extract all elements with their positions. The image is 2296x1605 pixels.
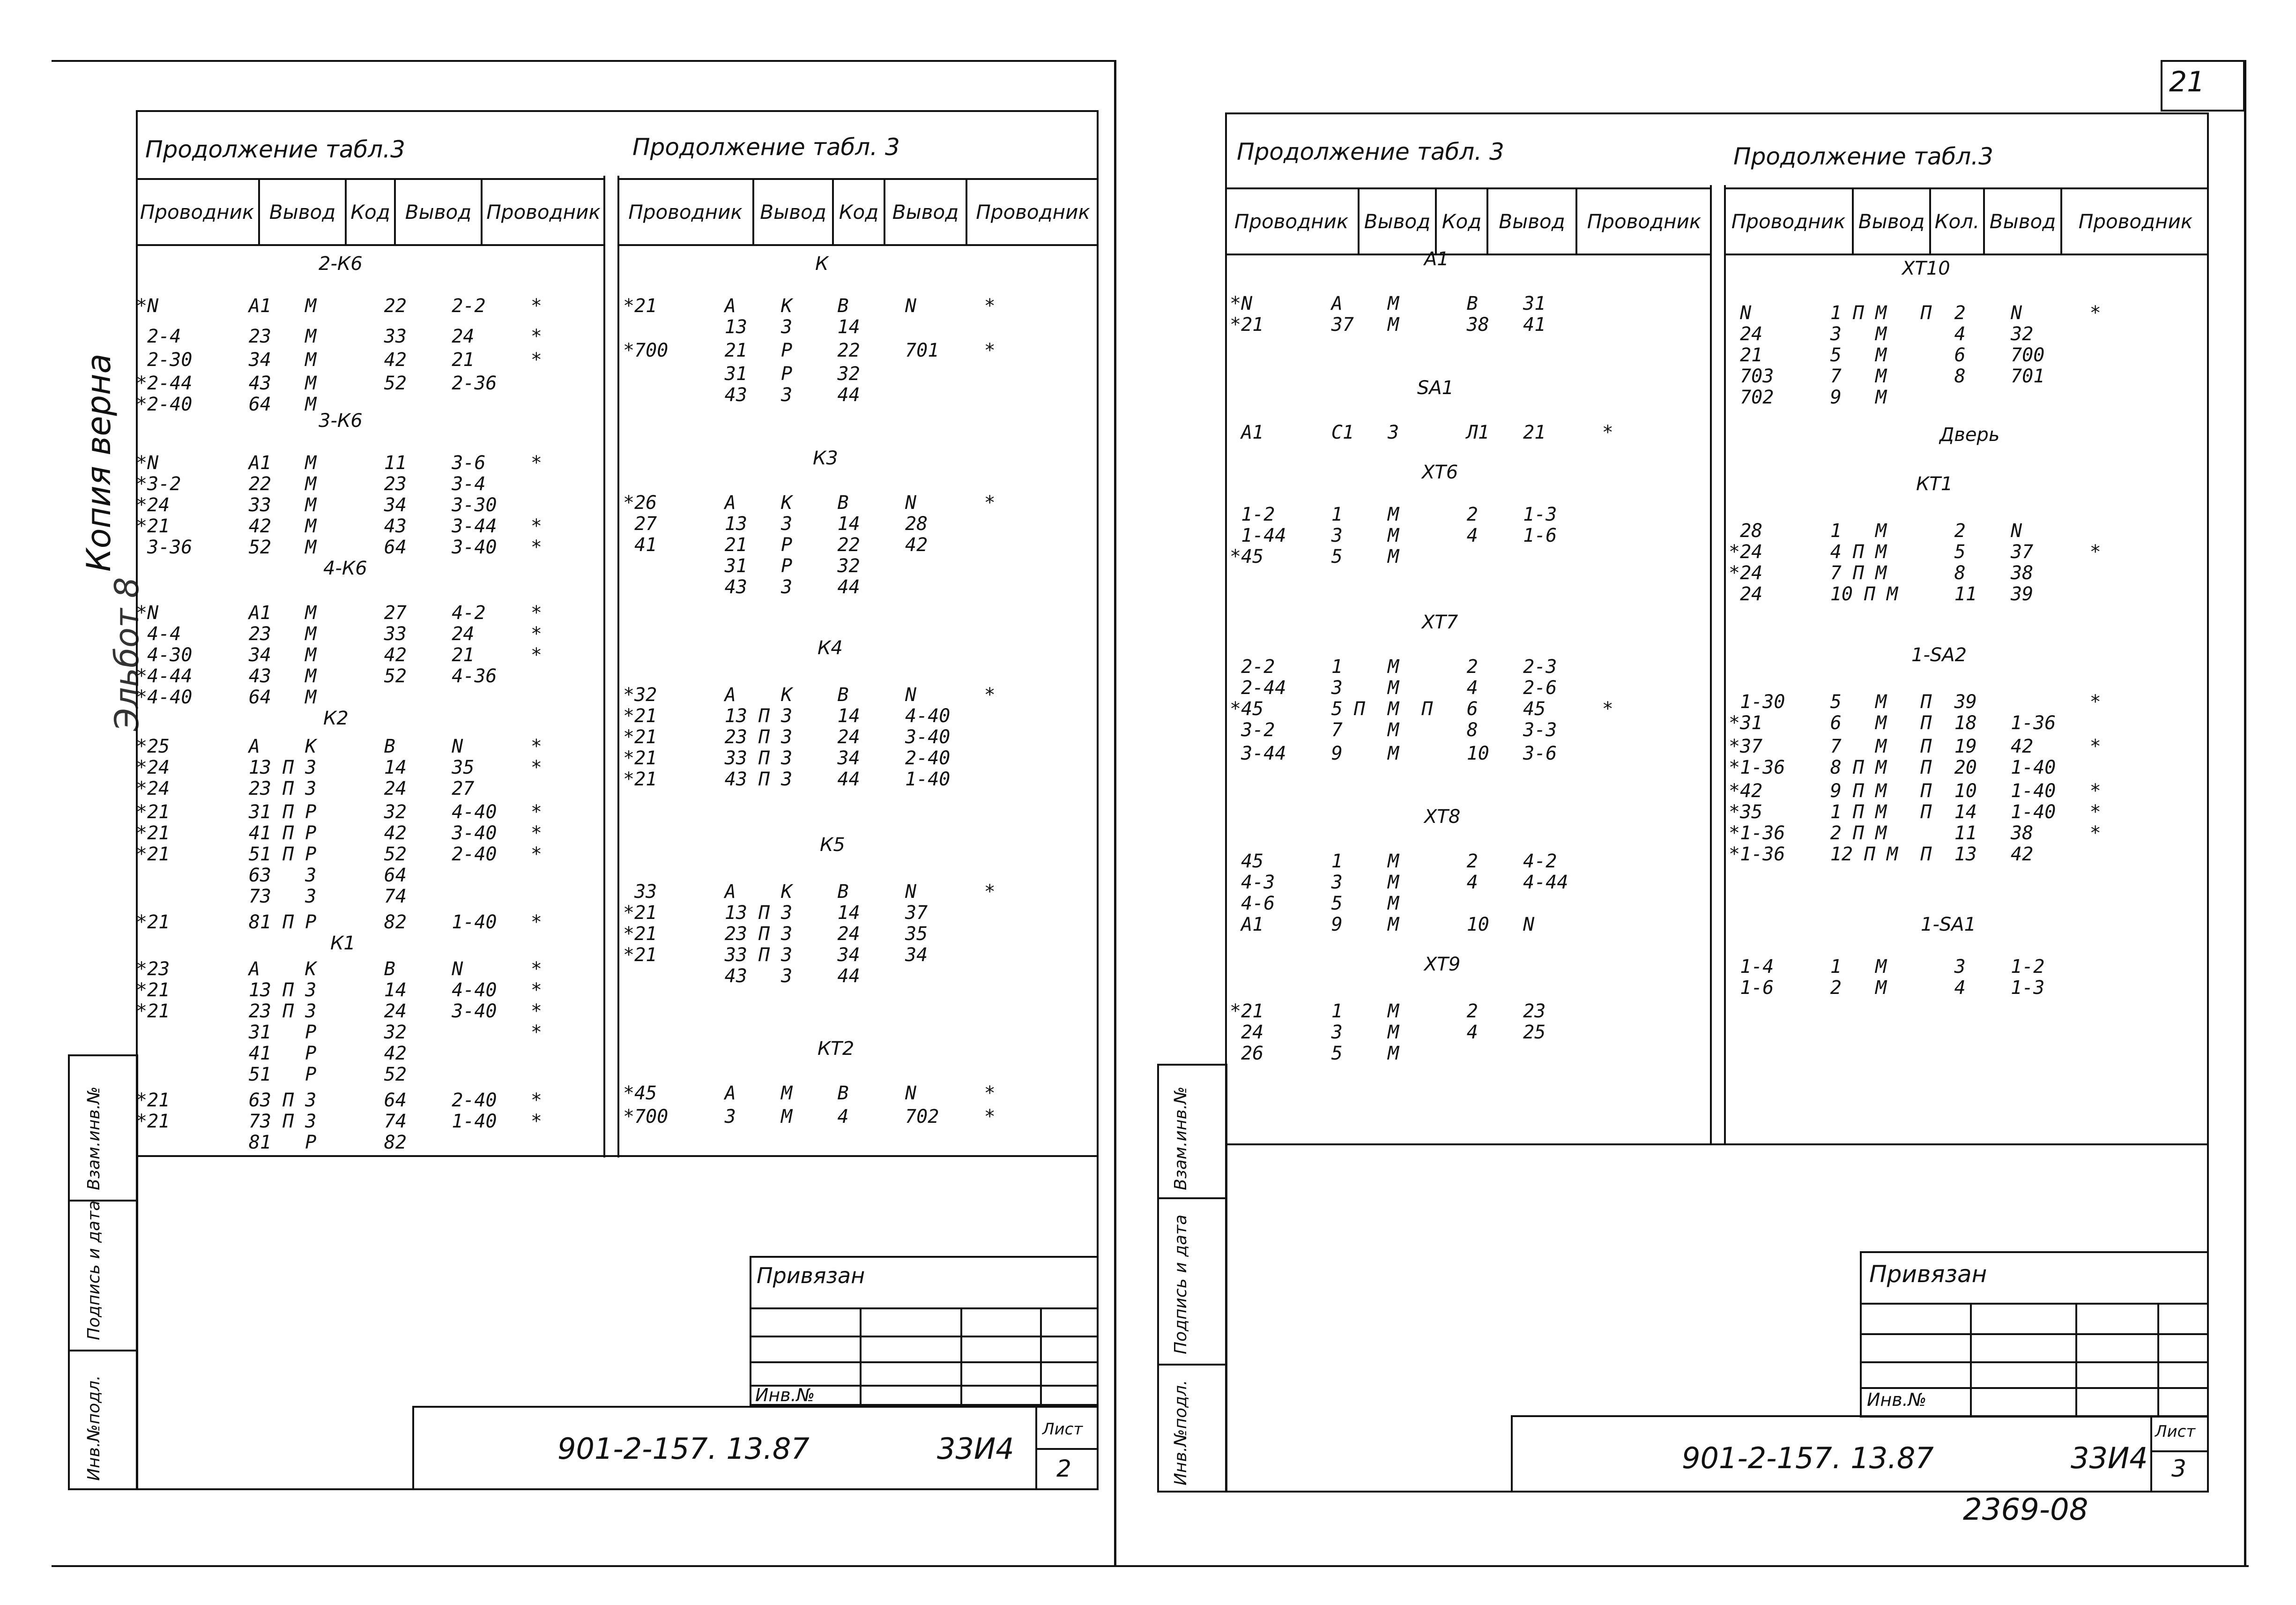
table-row: 2-2 1 M 2 2-3 [1230,656,1557,678]
table-row: *21 23 П 3 24 3-40 * [136,1000,542,1022]
table-bottom-line [136,1155,1099,1157]
table-row: *4-44 43 M 52 4-36 [136,665,497,687]
table-row: 703 7 M 8 701 [1729,366,2045,387]
bottom-border-line [52,1565,2249,1567]
section-title: К2 [323,708,349,729]
table-row: 81 P 82 [136,1132,407,1153]
table-row: 3-2 7 M 8 3-3 [1230,719,1557,741]
header-cell: Вывод [1488,189,1577,254]
table-row: 2-44 3 M 4 2-6 [1230,677,1557,699]
table-row: 28 1 M 2 N [1729,520,2022,542]
section-title: К5 [820,834,845,856]
table-row: 4-3 3 M 4 4-44 [1230,872,1568,893]
side-strip-divider [1157,1364,1227,1366]
table-row: 73 3 74 [136,886,407,907]
album-code: 33И4 [2071,1441,2148,1475]
doc-code: 901-2-157. 13.87 [557,1432,810,1466]
table-divider [617,176,619,1157]
table-row: *1-36 12 П M П 13 42 [1729,844,2034,865]
table-row: *4-40 64 M [136,687,317,708]
table-row: *26 A K B N * [623,492,996,514]
table-row: *21 42 M 43 3-44 * [136,515,542,537]
table-row: *21 31 П P 32 4-40 * [136,801,542,823]
table-row: *45 5 П M П 6 45 * [1230,698,1613,720]
table-header [136,178,604,246]
section-title: 4-К6 [323,558,367,579]
binding-grid-line [2075,1303,2077,1418]
table-header [1225,187,1711,255]
album-code: 33И4 [937,1432,1014,1466]
table-row: 3-44 9 M 10 3-6 [1230,743,1557,764]
section-title: A1 [1424,248,1449,270]
list-label: Лист [1042,1420,1083,1439]
side-strip-divider [68,1350,138,1351]
header-cell: Вывод [885,180,967,244]
section-title: К1 [330,933,356,954]
header-cell: Вывод [396,180,483,244]
table-row: 24 10 П M 11 39 [1729,583,2034,605]
top-border-line [52,60,1115,62]
section-title: 3-К6 [319,410,363,432]
binding-grid-line [750,1307,1099,1309]
table-row: *23 A K B N * [136,958,542,980]
table-row: *N A1 M 11 3-6 * [136,452,542,474]
table-row: *21 81 П P 82 1-40 * [136,911,542,933]
table-row: 43 3 44 [623,384,860,406]
right-border-line [2244,60,2246,1567]
table-row: *24 23 П 3 24 27 [136,778,475,799]
archive-number: 2369-08 [1963,1493,2088,1527]
header-cell: Проводник [1725,189,1854,254]
list-number: 3 [2171,1455,2186,1482]
table-row: *21 23 П 3 24 35 [623,923,928,945]
table-row: 33 A K B N * [623,881,996,903]
table-row: 1-2 1 M 2 1-3 [1230,504,1557,525]
table-row: 1-30 5 M П 39 * [1729,691,2101,713]
table-row: 4-30 34 M 42 21 * [136,644,542,666]
doc-code: 901-2-157. 13.87 [1682,1441,1934,1475]
header-cell: Код [834,180,885,244]
section-title: SA1 [1417,377,1454,399]
inv-label: Инв.№ [1867,1389,1927,1410]
binding-label: Привязан [757,1263,865,1288]
table-row: *700 3 M 4 702 * [623,1106,996,1127]
table-row: *700 21 P 22 701 * [623,340,996,361]
table-row: 13 3 14 [623,316,860,338]
table-row: 41 P 42 [136,1043,407,1064]
copy-note: Копия верна [80,353,118,572]
section-title: К3 [813,448,838,469]
header-cell: Проводник [618,180,754,244]
table-row: *2-44 43 M 52 2-36 [136,373,497,394]
header-cell: Проводник [2078,210,2193,233]
section-title: К4 [817,637,843,659]
table-row: N 1 П M П 2 N * [1729,302,2101,324]
table-row: 1-44 3 M 4 1-6 [1230,525,1557,546]
binding-grid-line [1860,1303,2209,1305]
table-row: *21 73 П 3 74 1-40 * [136,1111,542,1132]
table-row: 43 3 44 [623,965,860,987]
side-label: Инв.№подл. [1171,1380,1190,1486]
table-row: *21 33 П 3 34 2-40 [623,747,951,769]
binding-grid-line [860,1307,862,1406]
binding-grid-line [2157,1303,2159,1418]
table-row: *21 63 П 3 64 2-40 * [136,1090,542,1111]
table-title: Продолжение табл. 3 [1237,138,1504,165]
header-cell: Проводник [1587,210,1702,233]
table-row: *21 13 П 3 14 4-40 * [136,979,542,1001]
header-cell: Вывод [1985,189,2062,254]
table-row: 43 3 44 [623,576,860,598]
header-cell: Вывод [1854,189,1931,254]
table-title: Продолжение табл. 3 [632,134,900,161]
header-cell: Проводник [486,201,601,224]
table-row: 41 21 P 22 42 [623,534,928,556]
binding-grid-line [1860,1333,2209,1335]
title-block-divider [2150,1450,2209,1452]
table-row: *31 6 M П 18 1-36 [1729,712,2056,734]
table-row: 3-36 52 M 64 3-40 * [136,537,542,558]
table-row: 27 13 3 14 28 [623,513,928,535]
header-cell: Кол. [1931,189,1985,254]
table-row: 2-4 23 M 33 24 * [136,326,542,347]
table-row: 63 3 64 [136,865,407,886]
table-row: *21 43 П 3 44 1-40 [623,769,951,790]
section-title: Дверь [1939,424,2000,446]
title-block-divider [1035,1448,1099,1450]
header-cell: Проводник [136,180,260,244]
table-row: *2-40 64 M [136,394,317,415]
table-row: *24 4 П M 5 37 * [1729,541,2101,563]
table-row: *21 33 П 3 34 34 [623,944,928,966]
binding-label: Привязан [1869,1261,1987,1288]
table-header [618,178,1099,246]
section-title: 1-SA2 [1911,644,1967,666]
center-divider [1114,60,1116,1567]
table-row: *N A1 M 22 2-2 * [136,295,542,317]
table-row: *42 9 П M П 10 1-40 * [1729,780,2101,802]
table-row: *21 37 M 38 41 [1230,314,1546,336]
side-strip-divider [1157,1197,1227,1199]
table-row: 1-6 2 M 4 1-3 [1729,977,2045,999]
table-row: *21 13 П 3 14 37 [623,902,928,924]
section-title: XT6 [1422,462,1458,483]
section-title: XT9 [1424,954,1461,975]
section-title: XT10 [1902,258,1950,279]
table-title: Продолжение табл.3 [1733,143,1993,170]
table-row: A1 9 M 10 N [1230,914,1535,935]
table-row: *21 23 П 3 24 3-40 [623,726,951,748]
binding-grid-line [1860,1387,2209,1389]
table-row: *24 33 M 34 3-30 [136,494,497,516]
section-title: XT7 [1422,612,1458,633]
page-number: 21 [2169,66,2205,98]
header-cell: Проводник [976,201,1090,224]
side-label: Взам.инв.№ [1171,1086,1190,1190]
header-cell: Вывод [260,180,347,244]
list-label: Лист [2155,1422,2196,1441]
table-row: *1-36 2 П M 11 38 * [1729,822,2101,844]
section-title: 1-SA1 [1921,914,1976,935]
table-row: *N A M B 31 [1230,293,1546,314]
table-row: *24 7 П M 8 38 [1729,562,2034,584]
section-title: 2-К6 [319,253,363,275]
table-row: *37 7 M П 19 42 * [1729,736,2101,757]
section-title: К [815,253,829,275]
table-row: 45 1 M 2 4-2 [1230,851,1557,872]
side-label: Подпись и дата [1171,1214,1190,1354]
table-divider [603,176,605,1157]
table-row: *21 51 П P 52 2-40 * [136,844,542,865]
table-row: 31 P 32 [623,363,860,385]
table-row: 21 5 M 6 700 [1729,344,2045,366]
section-title: XT8 [1424,806,1461,828]
section-title: КТ2 [817,1038,854,1060]
table-title: Продолжение табл.3 [145,136,405,163]
section-title: КТ1 [1916,473,1953,495]
signature: Эльбот 8 [108,577,146,731]
table-row: *N A1 M 27 4-2 * [136,602,542,624]
sheet3-side-strip [1157,1064,1227,1493]
header-cell: Код [347,180,396,244]
table-divider [1710,185,1712,1143]
table-header [1725,187,2209,255]
binding-grid-line [1970,1303,1972,1418]
table-row: 24 3 M 4 32 [1729,323,2034,345]
table-row: 4-4 23 M 33 24 * [136,623,542,645]
table-bottom-line [1225,1143,2209,1145]
table-row: *1-36 8 П M П 20 1-40 [1729,757,2056,778]
table-row: 2-30 34 M 42 21 * [136,349,542,371]
side-label: Взам.инв.№ [84,1086,104,1190]
table-row: *35 1 П M П 14 1-40 * [1729,801,2101,823]
binding-grid-line [960,1307,962,1406]
table-row: *21 41 П P 42 3-40 * [136,822,542,844]
table-row: 4-6 5 M [1230,893,1399,914]
header-cell: Код [1437,189,1488,254]
binding-grid-line [750,1361,1099,1363]
table-row: A1 C1 3 Л1 21 * [1230,422,1613,443]
table-row: 702 9 M [1729,387,1887,408]
table-row: *45 A M B N * [623,1082,996,1104]
table-row: 51 P 52 [136,1064,407,1085]
table-row: 31 P 32 * [136,1022,542,1043]
side-label: Подпись и дата [84,1200,104,1340]
table-row: *21 1 M 2 23 [1230,1000,1546,1022]
table-row: *21 A K B N * [623,295,996,317]
table-divider [1724,185,1726,1143]
header-cell: Вывод [1360,189,1437,254]
table-row: 1-4 1 M 3 1-2 [1729,956,2045,978]
table-row: *45 5 M [1230,546,1399,567]
table-row: *25 A K B N * [136,736,542,757]
inv-label: Инв.№ [755,1385,815,1405]
binding-grid-line [1040,1307,1042,1406]
header-cell: Проводник [1225,189,1360,254]
table-row: *32 A K B N * [623,684,996,706]
side-label: Инв.№подл. [84,1375,104,1481]
table-row: 24 3 M 4 25 [1230,1022,1546,1043]
binding-grid-line [750,1336,1099,1337]
title-block-divider [2150,1415,2152,1493]
table-row: *24 13 П 3 14 35 * [136,757,542,778]
table-row: *3-2 22 M 23 3-4 [136,473,486,495]
table-row: *21 13 П 3 14 4-40 [623,705,951,727]
header-cell: Вывод [754,180,834,244]
binding-grid-line [1860,1361,2209,1363]
table-row: 31 P 32 [623,555,860,577]
table-row: 26 5 M [1230,1043,1399,1064]
list-number: 2 [1056,1455,1071,1482]
